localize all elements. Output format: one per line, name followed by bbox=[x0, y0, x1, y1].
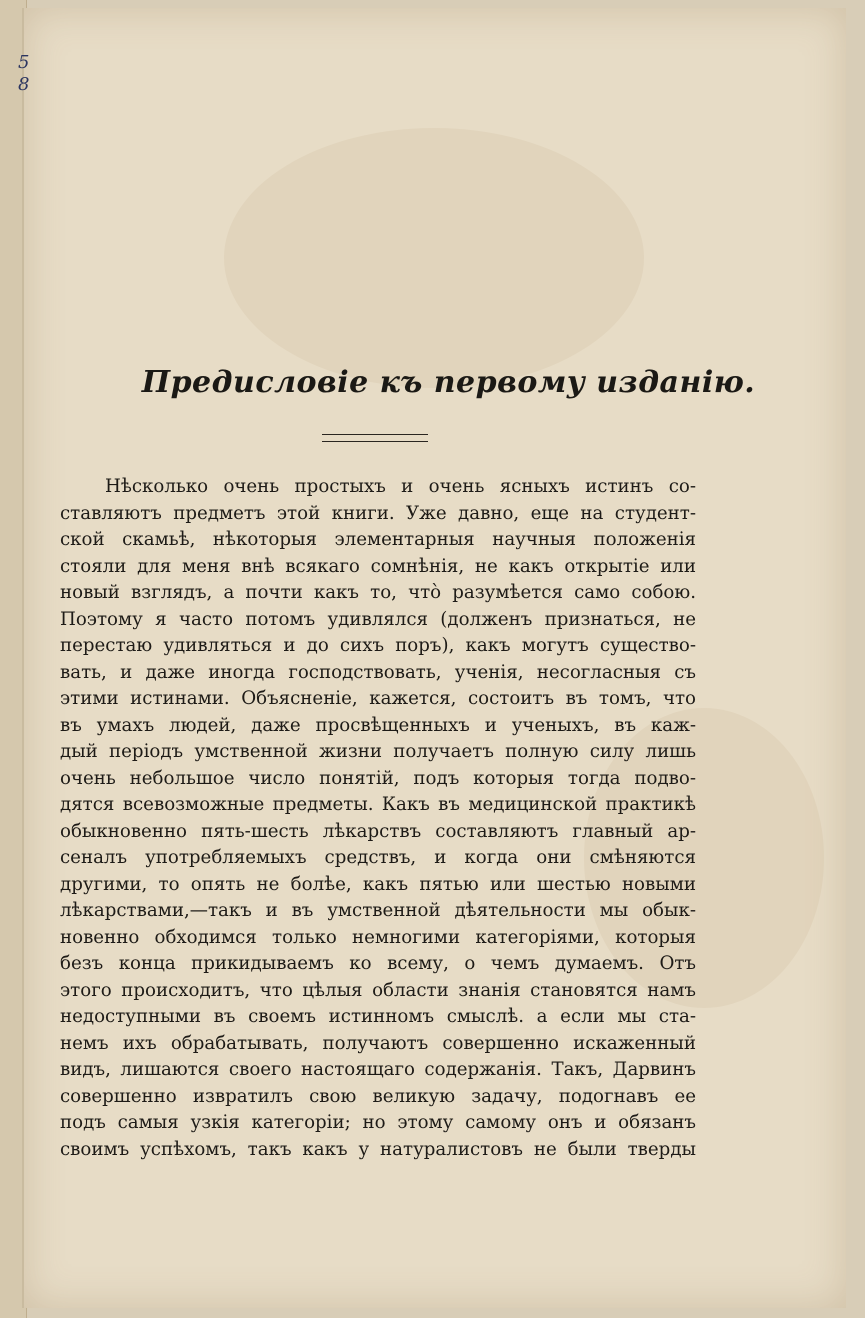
handwritten-margin-note: 58 bbox=[18, 52, 30, 95]
text-line: очень небольшое число понятій, подъ которыя тогда подво- bbox=[60, 767, 696, 789]
text-line: стояли для меня внѣ всякаго сомнѣнія, не какъ открытіе или bbox=[60, 555, 696, 577]
text-line: ской скамьѣ, нѣкоторыя элементарныя научныя положенія bbox=[60, 529, 696, 550]
text-line: Поэтому я часто потомъ удивлялся (долженъ признаться, не bbox=[60, 608, 696, 630]
text-line: сеналъ употребляемыхъ средствъ, и когда они смѣняются bbox=[60, 847, 696, 868]
text-line: перестаю удивляться и до сихъ поръ), какъ могутъ существо- bbox=[60, 635, 696, 656]
text-line: этого происходитъ, что цѣлыя области знанія становятся намъ bbox=[60, 979, 696, 1001]
text-line: подъ самыя узкія категоріи; но этому самому онъ и обязанъ bbox=[60, 1112, 696, 1133]
text-line: немъ ихъ обрабатывать, получаютъ совершенно искаженный bbox=[60, 1032, 696, 1054]
text-line: новенно обходимся только немногими категоріями, которыя bbox=[60, 926, 696, 948]
text-line: видъ, лишаются своего настоящаго содержанія. Такъ, Дарвинъ bbox=[60, 1059, 696, 1080]
text-line: вать, и даже иногда господствовать, ученія, несогласныя съ bbox=[60, 661, 696, 683]
text-line: этими истинами. Объясненіе, кажется, состоитъ въ томъ, что bbox=[60, 688, 696, 709]
text-line: другими, то опять не болѣе, какъ пятью или шестью новыми bbox=[60, 873, 696, 895]
text-line: безъ конца прикидываемъ ко всему, о чемъ думаемъ. Отъ bbox=[60, 953, 696, 974]
text-line: лѣкарствами,—такъ и въ умственной дѣятельности мы обык- bbox=[60, 900, 696, 921]
text-line: недоступными въ своемъ истинномъ смыслѣ. а если мы ста- bbox=[60, 1006, 696, 1027]
text-line: дятся всевозможные предметы. Какъ въ медицинской практикѣ bbox=[60, 794, 696, 815]
title-divider bbox=[322, 434, 428, 442]
text-line: дый періодъ умственной жизни получаетъ полную силу лишь bbox=[60, 741, 696, 762]
text-line: новый взглядъ, а почти какъ то, что̀ разумѣется само собою. bbox=[60, 582, 696, 603]
page-title: Предисловіе къ первому изданію. bbox=[141, 365, 756, 400]
text-line: Нѣсколько очень простыхъ и очень ясныхъ истинъ со- bbox=[105, 476, 696, 497]
text-line: обыкновенно пять-шесть лѣкарствъ составляютъ главный ар- bbox=[60, 820, 696, 842]
text-line: совершенно извратилъ свою великую задачу, подогнавъ ее bbox=[60, 1085, 696, 1107]
text-line: ставляютъ предметъ этой книги. Уже давно, еще на студент- bbox=[60, 502, 696, 524]
text-line: своимъ успѣхомъ, такъ какъ у натуралистовъ не были тверды bbox=[60, 1138, 696, 1160]
body-paragraph bbox=[60, 474, 696, 1163]
text-line: въ умахъ людей, даже просвѣщенныхъ и ученыхъ, въ каж- bbox=[60, 714, 696, 736]
paper-stain bbox=[224, 128, 644, 388]
